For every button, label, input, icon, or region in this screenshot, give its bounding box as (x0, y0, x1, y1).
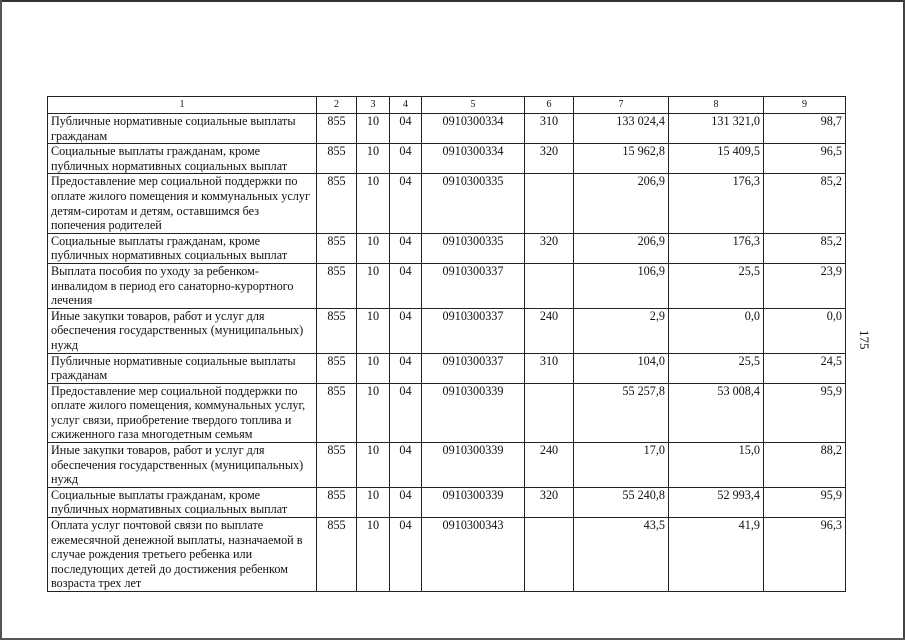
row-c5: 0910300335 (422, 233, 525, 263)
table-row (48, 233, 846, 263)
header-col-2: 2 (317, 97, 357, 114)
row-name: Публичные нормативные социальные выплаты гражданам (48, 114, 317, 144)
row-c9: 95,9 (764, 487, 846, 517)
row-name: Выплата пособия по уходу за ребенком-инвалидом в период его санаторно-курортного лечения (48, 263, 317, 308)
row-c3: 10 (357, 443, 390, 488)
row-c6 (525, 263, 574, 308)
header-col-3: 3 (357, 97, 390, 114)
row-c4: 04 (390, 353, 422, 383)
row-name: Предоставление мер социальной поддержки по оплате жилого помещения, коммунальных услуг, услуг связи, приобретение твердого топлива и сжиженного газа многодетным семьям (48, 383, 317, 442)
row-c4: 04 (390, 174, 422, 233)
row-name: Социальные выплаты гражданам, кроме публичных нормативных социальных выплат (48, 487, 317, 517)
table-row (48, 308, 846, 353)
page-edge-left (0, 0, 2, 640)
row-c3: 10 (357, 383, 390, 442)
row-name: Социальные выплаты гражданам, кроме публичных нормативных социальных выплат (48, 144, 317, 174)
header-col-7: 7 (574, 97, 669, 114)
row-name: Предоставление мер социальной поддержки по оплате жилого помещения и коммунальных услуг детям-сиротам и детям, оставшимся без попечения родителей (48, 174, 317, 233)
row-c6: 310 (525, 114, 574, 144)
row-c8: 52 993,4 (669, 487, 764, 517)
row-c7: 15 962,8 (574, 144, 669, 174)
row-c9: 98,7 (764, 114, 846, 144)
row-c7: 206,9 (574, 174, 669, 233)
row-c7: 206,9 (574, 233, 669, 263)
row-c9: 96,3 (764, 518, 846, 592)
row-c8: 41,9 (669, 518, 764, 592)
row-c6: 240 (525, 443, 574, 488)
row-c2: 855 (317, 518, 357, 592)
table-row (48, 518, 846, 592)
row-c3: 10 (357, 353, 390, 383)
row-c3: 10 (357, 144, 390, 174)
row-c2: 855 (317, 263, 357, 308)
row-c9: 23,9 (764, 263, 846, 308)
row-c9: 85,2 (764, 174, 846, 233)
header-col-9: 9 (764, 97, 846, 114)
row-c8: 15 409,5 (669, 144, 764, 174)
row-c8: 176,3 (669, 233, 764, 263)
row-c8: 0,0 (669, 308, 764, 353)
row-c6: 310 (525, 353, 574, 383)
row-name: Публичные нормативные социальные выплаты гражданам (48, 353, 317, 383)
row-c7: 104,0 (574, 353, 669, 383)
table-row (48, 144, 846, 174)
header-row (48, 97, 846, 114)
row-c4: 04 (390, 144, 422, 174)
row-name: Иные закупки товаров, работ и услуг для обеспечения государственных (муниципальных) нужд (48, 443, 317, 488)
row-c2: 855 (317, 114, 357, 144)
row-c3: 10 (357, 174, 390, 233)
table-row (48, 114, 846, 144)
row-c8: 15,0 (669, 443, 764, 488)
row-c6 (525, 383, 574, 442)
row-c9: 96,5 (764, 144, 846, 174)
row-c8: 25,5 (669, 353, 764, 383)
row-c3: 10 (357, 487, 390, 517)
row-c4: 04 (390, 114, 422, 144)
header-col-6: 6 (525, 97, 574, 114)
row-c5: 0910300339 (422, 487, 525, 517)
page-edge-top (0, 0, 905, 2)
row-c7: 55 257,8 (574, 383, 669, 442)
row-c3: 10 (357, 518, 390, 592)
row-c3: 10 (357, 233, 390, 263)
row-c5: 0910300339 (422, 383, 525, 442)
row-name: Иные закупки товаров, работ и услуг для обеспечения государственных (муниципальных) нужд (48, 308, 317, 353)
row-c6: 320 (525, 144, 574, 174)
row-c5: 0910300337 (422, 308, 525, 353)
table-row (48, 174, 846, 233)
row-c5: 0910300334 (422, 144, 525, 174)
row-c2: 855 (317, 308, 357, 353)
row-c4: 04 (390, 383, 422, 442)
row-c6 (525, 518, 574, 592)
row-c4: 04 (390, 263, 422, 308)
header-col-8: 8 (669, 97, 764, 114)
row-c8: 176,3 (669, 174, 764, 233)
row-c7: 43,5 (574, 518, 669, 592)
row-c9: 88,2 (764, 443, 846, 488)
row-c2: 855 (317, 174, 357, 233)
row-c7: 17,0 (574, 443, 669, 488)
row-c5: 0910300334 (422, 114, 525, 144)
header-col-4: 4 (390, 97, 422, 114)
header-col-1: 1 (48, 97, 317, 114)
budget-table (47, 96, 846, 592)
row-c2: 855 (317, 353, 357, 383)
row-c8: 25,5 (669, 263, 764, 308)
row-c7: 2,9 (574, 308, 669, 353)
row-c6 (525, 174, 574, 233)
row-c2: 855 (317, 383, 357, 442)
header-col-5: 5 (422, 97, 525, 114)
row-c9: 24,5 (764, 353, 846, 383)
row-c9: 95,9 (764, 383, 846, 442)
page-number: 175 (857, 330, 872, 350)
table-row (48, 383, 846, 442)
row-c4: 04 (390, 443, 422, 488)
row-name: Оплата услуг почтовой связи по выплате ежемесячной денежной выплаты, назначаемой в случае рождения третьего ребенка или последующих детей до достижения ребенком возраста трех лет (48, 518, 317, 592)
row-c8: 131 321,0 (669, 114, 764, 144)
row-c3: 10 (357, 263, 390, 308)
row-c5: 0910300335 (422, 174, 525, 233)
row-c4: 04 (390, 233, 422, 263)
row-c4: 04 (390, 487, 422, 517)
table-row (48, 263, 846, 308)
row-c6: 240 (525, 308, 574, 353)
row-c4: 04 (390, 518, 422, 592)
row-c2: 855 (317, 233, 357, 263)
row-c2: 855 (317, 144, 357, 174)
row-c7: 106,9 (574, 263, 669, 308)
row-c7: 133 024,4 (574, 114, 669, 144)
row-c9: 0,0 (764, 308, 846, 353)
row-c6: 320 (525, 487, 574, 517)
row-name: Социальные выплаты гражданам, кроме публичных нормативных социальных выплат (48, 233, 317, 263)
table-row (48, 443, 846, 488)
row-c3: 10 (357, 308, 390, 353)
row-c5: 0910300337 (422, 353, 525, 383)
row-c4: 04 (390, 308, 422, 353)
row-c5: 0910300343 (422, 518, 525, 592)
table-row (48, 353, 846, 383)
row-c5: 0910300337 (422, 263, 525, 308)
row-c6: 320 (525, 233, 574, 263)
row-c2: 855 (317, 487, 357, 517)
row-c3: 10 (357, 114, 390, 144)
table-body (48, 114, 846, 592)
row-c9: 85,2 (764, 233, 846, 263)
row-c8: 53 008,4 (669, 383, 764, 442)
row-c2: 855 (317, 443, 357, 488)
row-c5: 0910300339 (422, 443, 525, 488)
row-c7: 55 240,8 (574, 487, 669, 517)
table-header (48, 97, 846, 114)
table-row (48, 487, 846, 517)
